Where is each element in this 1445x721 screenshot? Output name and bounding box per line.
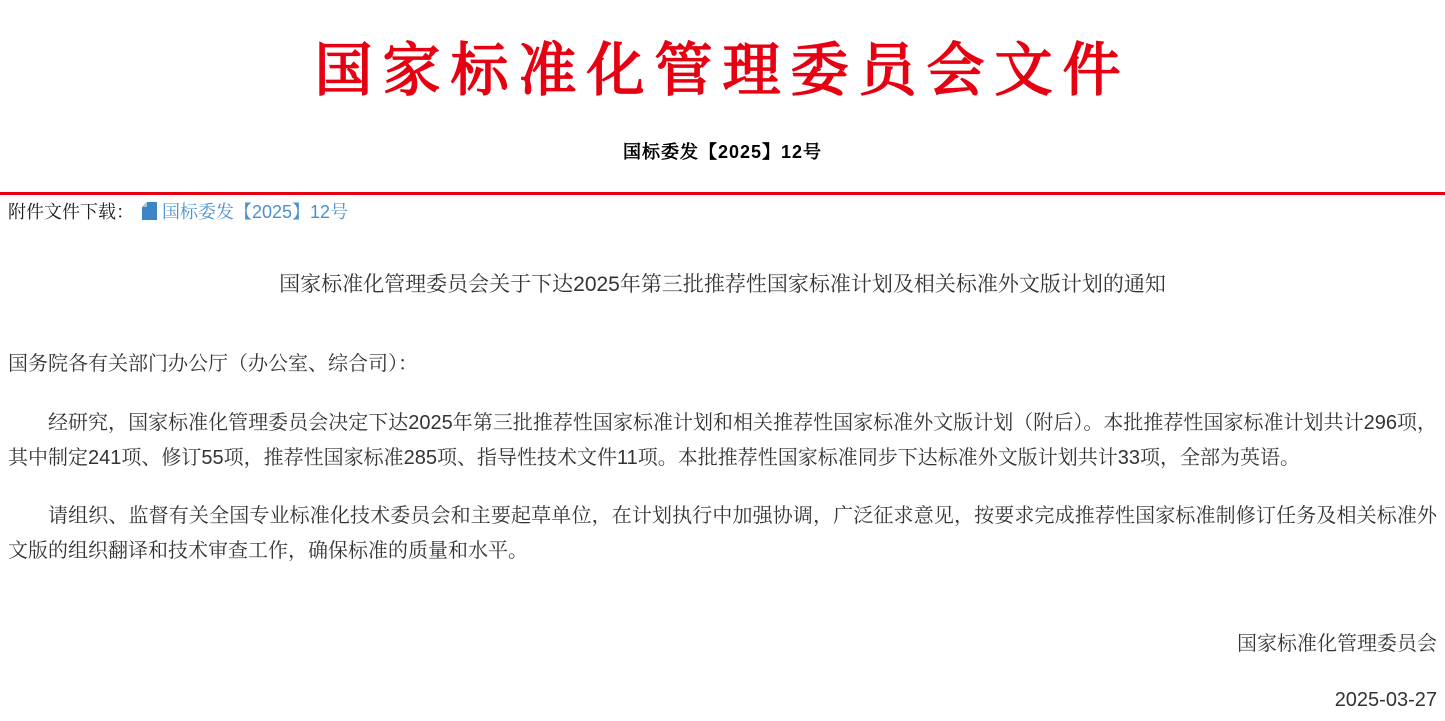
- notice-title: 国家标准化管理委员会关于下达2025年第三批推荐性国家标准计划及相关标准外文版计划的通知: [279, 272, 1166, 296]
- salutation: 国务院各有关部门办公厅（办公室、综合司）：: [8, 352, 418, 375]
- attachment-link-text: 国标委发【2025】12号: [162, 201, 349, 222]
- attachment-download-label: 附件文件下载：: [8, 201, 134, 222]
- body-paragraph-2: 请组织、监督有关全国专业标准化技术委员会和主要起草单位，在计划执行中加强协调，广泛征求意见，按要求完成推荐性国家标准制修订任务及相关标准外文版的组织翻译和技术审查工作，确保标准的质量和水平。: [8, 504, 1437, 562]
- notice-body: [0, 347, 1445, 718]
- attachment-download-row: [0, 195, 1445, 228]
- agency-letterhead-title: 国家标准化管理委员会文件: [314, 38, 1131, 103]
- issuing-agency-signature: 国家标准化管理委员会: [1237, 632, 1437, 655]
- issue-date: 2025-03-27: [1334, 688, 1437, 711]
- body-paragraph-1: 经研究，国家标准化管理委员会决定下达2025年第三批推荐性国家标准计划和相关推荐性国家标准外文版计划（附后）。本批推荐性国家标准计划共计296项，其中制定241项、修订55项，推荐性国家标准285项、指导性技术文件11项。本批推荐性国家标准同步下达标准外文版计划共计33项，全部为英语。: [8, 411, 1437, 469]
- attachment-download-link[interactable]: [142, 198, 348, 224]
- file-icon: [142, 202, 157, 220]
- document-page: [0, 36, 1445, 721]
- document-number: 国标委发【2025】12号: [622, 141, 823, 162]
